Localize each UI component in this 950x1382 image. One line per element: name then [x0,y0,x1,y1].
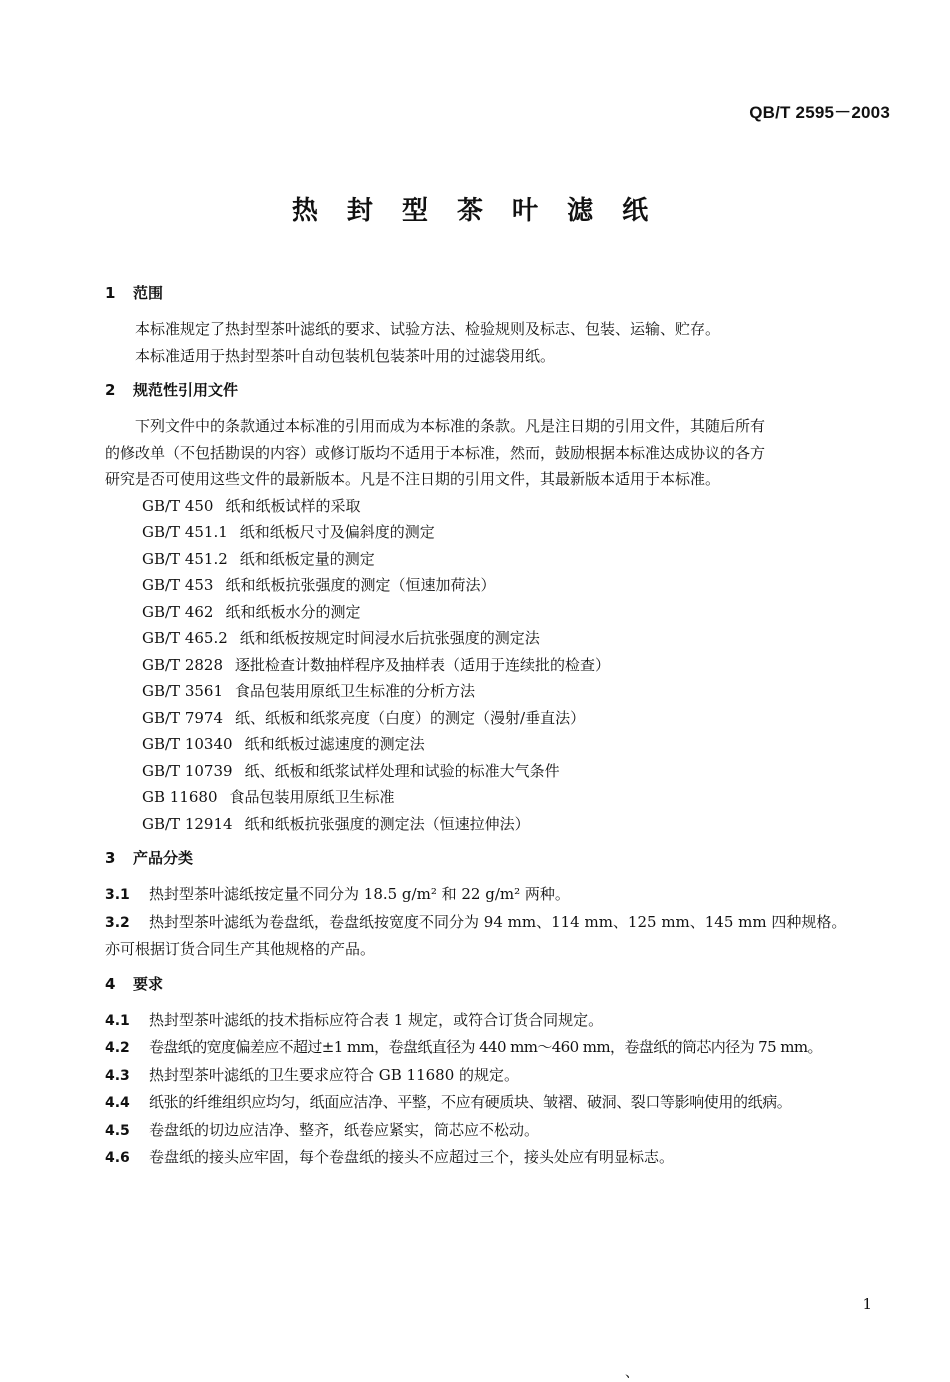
reference-item [142,572,905,599]
reference-item [142,493,905,520]
reference-code: GB/T 453 [142,576,214,594]
clause [105,1117,905,1145]
paragraph: 本标准适用于热封型茶叶自动包装机包装茶叶用的过滤袋用纸。 [135,346,556,365]
clause-text: 卷盘纸的宽度偏差应不超过±1 mm，卷盘纸直径为 440 mm～460 mm，卷盘纸的筒芯内径为 75 mm。 [149,1038,822,1056]
reference-code: GB/T 450 [142,496,214,515]
reference-item [142,652,905,679]
reference-title: 逐批检查计数抽样程序及抽样表（适用于连续批的检查） [235,655,611,674]
reference-code: GB/T 2828 [142,655,224,674]
section-title: 范围 [133,284,164,302]
paragraph: 下列文件中的条款通过本标准的引用而成为本标准的条款。凡是注日期的引用文件，其随后所有 [135,417,766,435]
section-heading-scope [105,280,905,306]
reference-item [142,599,905,626]
clause-number: 4.4 [105,1095,130,1111]
clause-continuation: 亦可根据订货合同生产其他规格的产品。 [105,940,376,958]
reference-item [142,678,905,705]
reference-item [142,784,905,811]
clause [105,881,905,909]
reference-title: 食品包装用原纸卫生标准 [229,788,395,806]
clause [105,1034,905,1062]
clause-number: 4.2 [105,1040,130,1056]
clause-text: 卷盘纸的切边应洁净、整齐，纸卷应紧实，筒芯应不松动。 [149,1120,540,1139]
paragraph: 的修改单（不包括勘误的内容）或修订版均不适用于本标准，然而，鼓励根据本标准达成协议的各方 [105,443,766,462]
paragraph: 本标准规定了热封型茶叶滤纸的要求、试验方法、检验规则及标志、包装、运输、贮存。 [135,320,721,338]
reference-code: GB/T 10739 [142,761,233,780]
section-title: 要求 [133,974,164,993]
section-heading-classification [105,845,905,871]
reference-item [142,705,905,732]
section-number: 4 [105,974,116,993]
reference-item [142,731,905,758]
reference-code: GB/T 465.2 [142,629,228,647]
page-title: 热 封 型 茶 叶 滤 纸 [291,196,659,226]
clause-number: 4.1 [105,1012,130,1029]
reference-title: 纸和纸板尺寸及偏斜度的测定 [239,523,435,541]
clause [105,1089,905,1117]
reference-title: 纸、纸板和纸浆试样处理和试验的标准大气条件 [244,761,560,780]
reference-title: 纸和纸板按规定时间浸水后抗张强度的测定法 [239,629,540,647]
reference-item [142,625,905,652]
reference-code: GB/T 12914 [142,814,233,833]
reference-code: GB 11680 [142,788,218,806]
clause-number: 4.3 [105,1067,130,1084]
document-body [105,280,905,1172]
clause [105,1007,905,1035]
clause-text: 热封型茶叶滤纸的卫生要求应符合 GB 11680 的规定。 [149,1065,520,1084]
clause-number: 4.6 [105,1150,130,1166]
section-heading-requirements [105,971,905,997]
reference-item [142,546,905,573]
clause [105,1144,905,1172]
reference-item [142,519,905,546]
reference-title: 食品包装用原纸卫生标准的分析方法 [235,682,476,700]
reference-code: GB/T 7974 [142,708,224,727]
reference-item [142,758,905,785]
clause-text: 热封型茶叶滤纸的技术指标应符合表 1 规定，或符合订货合同规定。 [149,1010,604,1029]
reference-code: GB/T 3561 [142,682,224,700]
reference-title: 纸、纸板和纸浆亮度（白度）的测定（漫射/垂直法） [235,708,586,727]
section-title: 产品分类 [133,849,194,867]
clause-number: 3.1 [105,887,130,903]
reference-item [142,811,905,838]
reference-code: GB/T 451.2 [142,549,228,568]
clause-text: 热封型茶叶滤纸为卷盘纸，卷盘纸按宽度不同分为 94 mm、114 mm、125 mm、145 mm 四种规格。 [149,912,847,931]
clause-number: 3.2 [105,914,130,931]
clause-number: 4.5 [105,1122,130,1139]
reference-code: GB/T 451.1 [142,523,228,541]
clause-text: 纸张的纤维组织应均匀，纸面应洁净、平整，不应有硬质块、皱褶、破洞、裂口等影响使用的纸病。 [149,1093,792,1111]
reference-title: 纸和纸板试样的采取 [225,496,361,515]
reference-title: 纸和纸板定量的测定 [239,549,375,568]
section-number: 1 [105,284,116,302]
clause-text: 卷盘纸的接头应牢固，每个卷盘纸的接头不应超过三个，接头处应有明显标志。 [149,1148,675,1166]
reference-title: 纸和纸板抗张强度的测定（恒速加荷法） [225,576,496,594]
section-number: 2 [105,381,116,399]
page-number: 1 [862,1295,872,1313]
reference-code: GB/T 10340 [142,735,233,753]
section-title: 规范性引用文件 [133,381,239,399]
paragraph: 研究是否可使用这些文件的最新版本。凡是不注日期的引用文件，其最新版本适用于本标准。 [105,470,721,488]
stray-mark: 、 [625,1365,639,1381]
reference-title: 纸和纸板水分的测定 [225,602,361,621]
reference-list [105,493,905,838]
clause-text: 热封型茶叶滤纸按定量不同分为 18.5 g/m² 和 22 g/m² 两种。 [149,885,570,903]
reference-title: 纸和纸板过滤速度的测定法 [244,735,425,753]
clause [105,909,905,937]
standard-code: QB/T 2595－2003 [749,103,890,122]
reference-code: GB/T 462 [142,602,214,621]
reference-title: 纸和纸板抗张强度的测定法（恒速拉伸法） [244,814,530,833]
section-number: 3 [105,849,116,867]
clause [105,1062,905,1090]
section-heading-normative-references [105,377,905,403]
